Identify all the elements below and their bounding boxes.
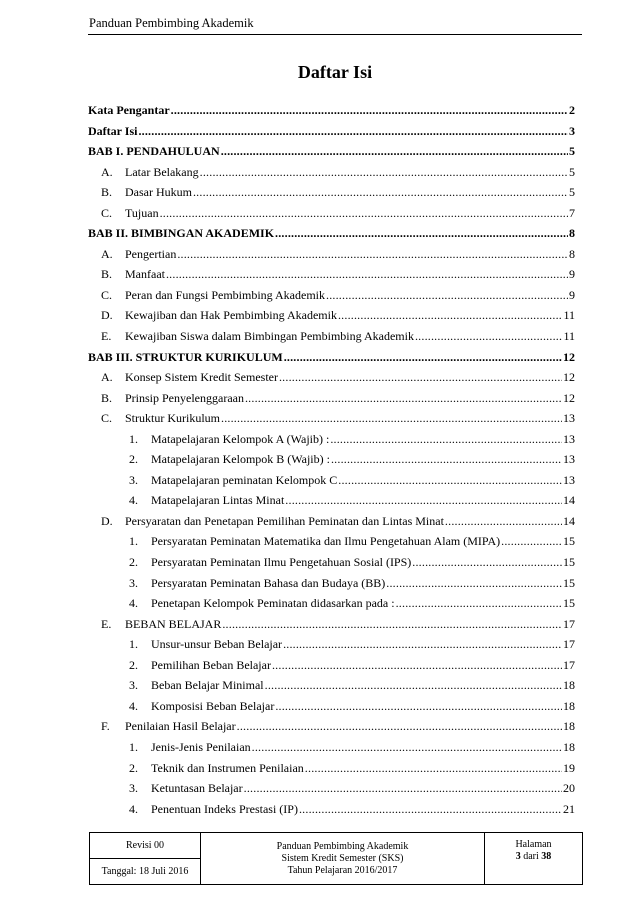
toc-entry-number: 4. (129, 596, 138, 611)
footer-revision: Revisi 00 (90, 833, 201, 859)
toc-entry-number: 4. (129, 698, 138, 713)
toc-entry-number: C. (101, 411, 113, 426)
toc-entry[interactable] (88, 617, 575, 638)
toc-entry-number: 2. (129, 555, 138, 570)
toc-entry-label: Pengertian (125, 246, 177, 261)
toc-entry[interactable] (88, 534, 575, 555)
toc-entry[interactable] (88, 308, 575, 329)
toc-entry[interactable] (88, 350, 575, 371)
footer-page-total: 38 (541, 851, 552, 862)
toc-entry-page: 20 (563, 781, 575, 796)
toc-leader-dots (285, 493, 562, 508)
toc-entry[interactable] (88, 391, 575, 412)
toc-entry-label: Jenis-Jenis Penilaian (151, 739, 251, 754)
toc-leader-dots (326, 288, 568, 303)
toc-entry-label: Penetapan Kelompok Peminatan didasarkan pada : (151, 596, 395, 611)
toc-entry-page: 15 (563, 575, 575, 590)
toc-entry[interactable] (88, 473, 575, 494)
toc-entry-number: E. (101, 329, 112, 344)
toc-entry-label: Kewajiban Siswa dalam Bimbingan Pembimbing Akademik (125, 329, 414, 344)
toc-entry[interactable] (88, 740, 575, 761)
toc-entry-number: B. (101, 390, 113, 405)
toc-entry-page: 3 (569, 123, 575, 138)
header-divider (88, 34, 582, 35)
footer-date: Tanggal: 18 Juli 2016 (90, 859, 201, 885)
toc-entry-number: E. (101, 616, 112, 631)
running-header: Panduan Pembimbing Akademik (89, 16, 254, 30)
toc-entry-label: Komposisi Beban Belajar (151, 698, 275, 713)
toc-leader-dots (501, 534, 562, 549)
footer-page-label: Halaman (515, 839, 552, 850)
toc-entry-label: Struktur Kurikulum (125, 411, 220, 426)
toc-entry-page: 17 (563, 637, 575, 652)
toc-entry-page: 14 (563, 513, 575, 528)
toc-entry[interactable] (88, 432, 575, 453)
toc-entry-page: 21 (563, 801, 575, 816)
toc-leader-dots (299, 802, 562, 817)
toc-entry-number: C. (101, 287, 113, 302)
toc-leader-dots (331, 452, 562, 467)
toc-entry-number: 3. (129, 575, 138, 590)
toc-entry-label: Matapelajaran Kelompok A (Wajib) : (151, 431, 330, 446)
toc-entry-page: 14 (563, 493, 575, 508)
toc-entry-page: 11 (563, 308, 575, 323)
toc-entry-page: 13 (563, 411, 575, 426)
page-title: Daftar Isi (297, 62, 373, 82)
toc-entry-page: 5 (569, 185, 575, 200)
toc-entry-page: 15 (563, 555, 575, 570)
toc-entry-page: 18 (563, 739, 575, 754)
toc-entry-page: 9 (569, 267, 575, 282)
toc-entry-page: 17 (563, 657, 575, 672)
table-of-contents (88, 103, 575, 822)
toc-entry[interactable] (88, 226, 575, 247)
toc-entry-page: 15 (563, 596, 575, 611)
footer-page-sep: dari (523, 851, 539, 862)
toc-entry[interactable] (88, 124, 575, 145)
toc-entry[interactable] (88, 370, 575, 391)
toc-entry[interactable] (88, 761, 575, 782)
toc-entry-page: 13 (563, 431, 575, 446)
toc-leader-dots (412, 555, 562, 570)
toc-entry-label: Kata Pengantar (88, 103, 170, 117)
toc-entry[interactable] (88, 165, 575, 186)
toc-entry-page: 18 (563, 719, 575, 734)
toc-entry-page: 12 (563, 349, 575, 364)
toc-entry[interactable] (88, 781, 575, 802)
toc-leader-dots (237, 719, 562, 734)
toc-entry-number: 2. (129, 452, 138, 467)
toc-entry-number: B. (101, 185, 113, 200)
toc-entry-label: Kewajiban dan Hak Pembimbing Akademik (125, 308, 337, 323)
toc-entry-number: 1. (129, 739, 138, 754)
toc-entry-page: 8 (569, 246, 575, 261)
toc-entry-number: 2. (129, 760, 138, 775)
toc-entry[interactable] (88, 452, 575, 473)
toc-leader-dots (415, 329, 562, 344)
toc-leader-dots (283, 637, 562, 652)
toc-entry-label: BAB III. STRUKTUR KURIKULUM (88, 349, 283, 364)
toc-entry-number: 1. (129, 637, 138, 652)
toc-entry[interactable] (88, 576, 575, 597)
toc-entry[interactable] (88, 411, 575, 432)
toc-entry[interactable] (88, 678, 575, 699)
toc-entry-label: Konsep Sistem Kredit Semester (125, 370, 278, 385)
toc-leader-dots (386, 576, 562, 591)
toc-entry[interactable] (88, 514, 575, 535)
toc-entry-page: 8 (569, 226, 575, 241)
toc-entry[interactable] (88, 719, 575, 740)
toc-leader-dots (221, 411, 562, 426)
toc-entry[interactable] (88, 596, 575, 617)
toc-entry-number: 2. (129, 657, 138, 672)
toc-entry[interactable] (88, 658, 575, 679)
toc-entry-page: 13 (563, 452, 575, 467)
toc-entry-label: Teknik dan Instrumen Penilaian (151, 760, 304, 775)
footer-doc-system: Sistem Kredit Semester (SKS) (281, 852, 404, 864)
toc-entry-page: 15 (563, 534, 575, 549)
toc-leader-dots (138, 124, 568, 139)
toc-entry-page: 12 (563, 370, 575, 385)
toc-leader-dots (171, 103, 568, 118)
toc-entry-label: Persyaratan Peminatan Matematika dan Ilmu Pengetahuan Alam (MIPA) (151, 534, 501, 549)
document-footer (89, 832, 583, 885)
toc-entry-number: 1. (129, 431, 138, 446)
toc-entry[interactable] (88, 288, 575, 309)
toc-leader-dots (272, 658, 562, 673)
toc-entry-page: 19 (563, 760, 575, 775)
toc-leader-dots (338, 308, 562, 323)
toc-leader-dots (200, 165, 568, 180)
toc-leader-dots (330, 432, 562, 447)
footer-page-current: 3 (515, 851, 521, 862)
toc-entry[interactable] (88, 206, 575, 227)
toc-entry-page: 17 (563, 616, 575, 631)
toc-leader-dots (284, 350, 562, 365)
toc-entry-label: Dasar Hukum (125, 185, 192, 200)
toc-entry-label: BAB II. BIMBINGAN AKADEMIK (88, 226, 275, 241)
toc-entry-label: BAB I. PENDAHULUAN (88, 144, 220, 159)
toc-entry-page: 2 (569, 103, 575, 117)
toc-entry-number: 4. (129, 493, 138, 508)
toc-entry-label: Penilaian Hasil Belajar (125, 719, 236, 734)
toc-entry-number: 1. (129, 534, 138, 549)
toc-entry-label: Matapelajaran peminatan Kelompok C (151, 472, 338, 487)
toc-entry[interactable] (88, 699, 575, 720)
toc-entry-label: Tujuan (125, 205, 159, 220)
toc-entry-page: 11 (563, 329, 575, 344)
toc-entry-number: 4. (129, 801, 138, 816)
toc-entry-label: Persyaratan dan Penetapan Pemilihan Peminatan dan Lintas Minat (125, 513, 444, 528)
toc-entry-page: 7 (569, 205, 575, 220)
toc-entry-label: Matapelajaran Kelompok B (Wajib) : (151, 452, 330, 467)
toc-entry[interactable] (88, 555, 575, 576)
toc-entry-number: 3. (129, 781, 138, 796)
toc-leader-dots (166, 267, 568, 282)
toc-entry-label: Pemilihan Beban Belajar (151, 657, 271, 672)
toc-entry-number: 3. (129, 678, 138, 693)
toc-entry[interactable] (88, 247, 575, 268)
toc-entry-number: A. (101, 164, 113, 179)
toc-entry[interactable] (88, 802, 575, 823)
toc-entry-label: Daftar Isi (88, 123, 138, 138)
toc-entry-label: Persyaratan Peminatan Ilmu Pengetahuan Sosial (IPS) (151, 555, 412, 570)
toc-entry[interactable] (88, 329, 575, 350)
toc-entry-number: B. (101, 267, 113, 282)
toc-leader-dots (245, 391, 562, 406)
toc-entry-page: 18 (563, 698, 575, 713)
toc-entry-label: Unsur-unsur Beban Belajar (151, 637, 283, 652)
toc-leader-dots (279, 370, 562, 385)
footer-page-number (485, 851, 582, 863)
toc-entry-page: 5 (569, 144, 575, 159)
toc-entry-label: Latar Belakang (125, 164, 199, 179)
toc-entry-number: C. (101, 205, 113, 220)
toc-entry[interactable] (88, 144, 575, 165)
toc-entry[interactable] (88, 493, 575, 514)
toc-leader-dots (177, 247, 568, 262)
toc-entry-page: 12 (563, 390, 575, 405)
toc-entry-label: Persyaratan Peminatan Bahasa dan Budaya (BB) (151, 575, 386, 590)
toc-leader-dots (338, 473, 562, 488)
toc-leader-dots (222, 617, 562, 632)
footer-document-info (201, 833, 485, 885)
toc-entry[interactable] (88, 185, 575, 206)
toc-entry-label: Ketuntasan Belajar (151, 781, 243, 796)
toc-leader-dots (396, 596, 562, 611)
toc-leader-dots (244, 781, 562, 796)
toc-entry-page: 13 (563, 472, 575, 487)
toc-entry[interactable] (88, 637, 575, 658)
toc-leader-dots (275, 699, 562, 714)
toc-leader-dots (305, 761, 562, 776)
toc-entry-page: 18 (563, 678, 575, 693)
toc-entry-label: Matapelajaran Lintas Minat (151, 493, 285, 508)
toc-leader-dots (275, 226, 568, 241)
toc-entry-label: Beban Belajar Minimal (151, 678, 264, 693)
toc-leader-dots (221, 144, 568, 159)
toc-entry-number: D. (101, 513, 113, 528)
toc-entry-label: Prinsip Penyelenggaraan (125, 390, 244, 405)
footer-page-info (485, 833, 583, 885)
toc-leader-dots (193, 185, 568, 200)
toc-entry-label: Peran dan Fungsi Pembimbing Akademik (125, 287, 325, 302)
toc-leader-dots (252, 740, 562, 755)
footer-doc-year: Tahun Pelajaran 2016/2017 (287, 864, 398, 876)
toc-entry-number: 3. (129, 472, 138, 487)
toc-entry-number: F. (101, 719, 110, 734)
toc-entry-label: BEBAN BELAJAR (125, 616, 222, 631)
toc-entry-number: A. (101, 246, 113, 261)
toc-leader-dots (160, 206, 568, 221)
toc-leader-dots (445, 514, 562, 529)
toc-entry-page: 5 (569, 164, 575, 179)
toc-entry[interactable] (88, 103, 575, 124)
toc-entry[interactable] (88, 267, 575, 288)
toc-entry-label: Manfaat (125, 267, 165, 282)
toc-entry-page: 9 (569, 287, 575, 302)
toc-entry-number: D. (101, 308, 113, 323)
toc-leader-dots (265, 678, 562, 693)
toc-entry-number: A. (101, 370, 113, 385)
toc-entry-label: Penentuan Indeks Prestasi (IP) (151, 801, 298, 816)
footer-doc-title: Panduan Pembimbing Akademik (276, 840, 409, 852)
